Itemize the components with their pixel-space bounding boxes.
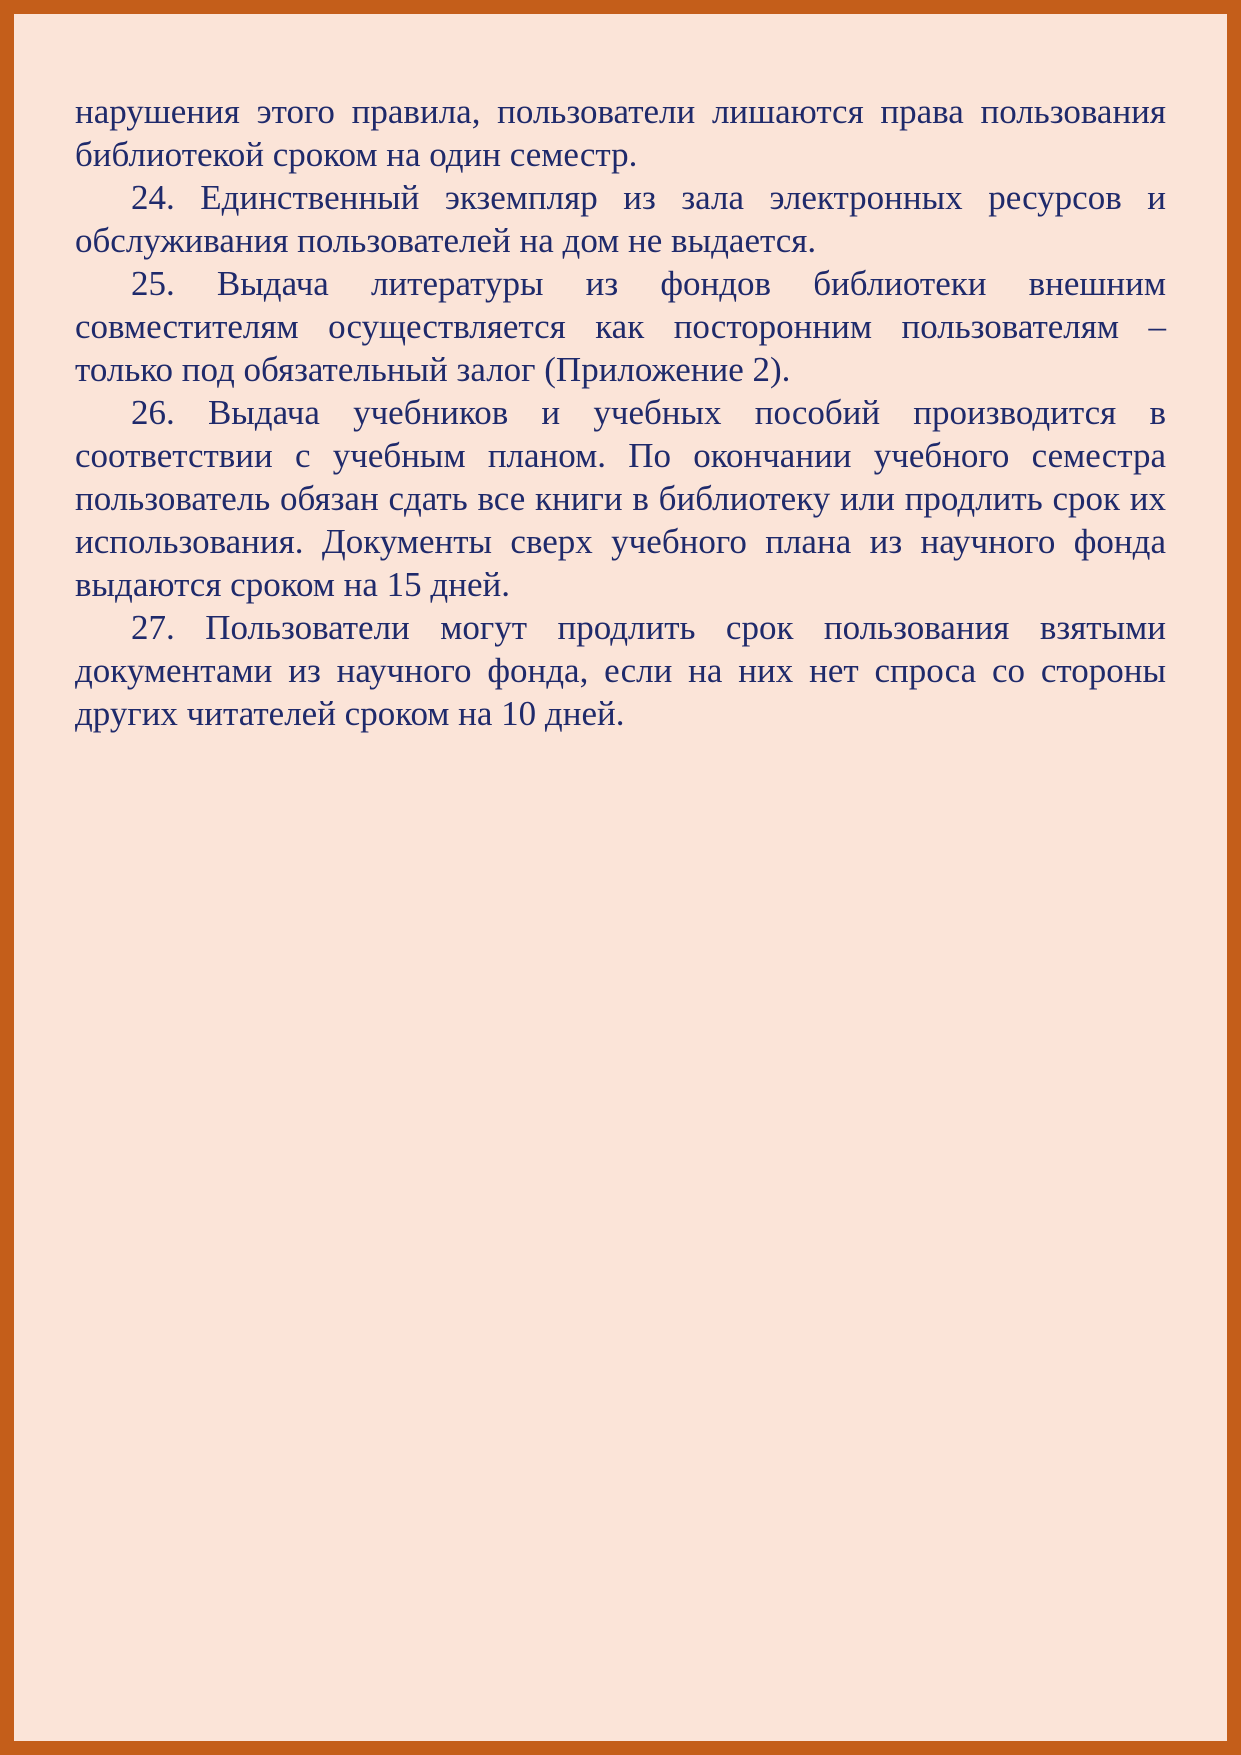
paragraph-continuation: нарушения этого правила, пользователи лишаются права пользования библиотекой сроком на один семестр. (75, 92, 1166, 174)
paragraph-item-25: 25. Выдача литературы из фондов библиотеки внешним совместителям осуществляется как посторонним пользователям – только под обязательный залог (Приложение 2). (75, 264, 1166, 389)
document-body (75, 90, 1166, 735)
paragraph-item-24: 24. Единственный экземпляр из зала электронных ресурсов и обслуживания пользователей на дом не выдается. (75, 178, 1166, 260)
paragraph-item-26: 26. Выдача учебников и учебных пособий производится в соответствии с учебным планом. По окончании учебного семестра пользователь обязан сдать все книги в библиотеку или продлить срок их использования. Документы сверх учебного плана из научного фонда выдаются сроком на 15 дней. (75, 393, 1166, 604)
paragraph-item-27: 27. Пользователи могут продлить срок пользования взятыми документами из научного фонда, если на них нет спроса со стороны других читателей сроком на 10 дней. (75, 608, 1166, 733)
